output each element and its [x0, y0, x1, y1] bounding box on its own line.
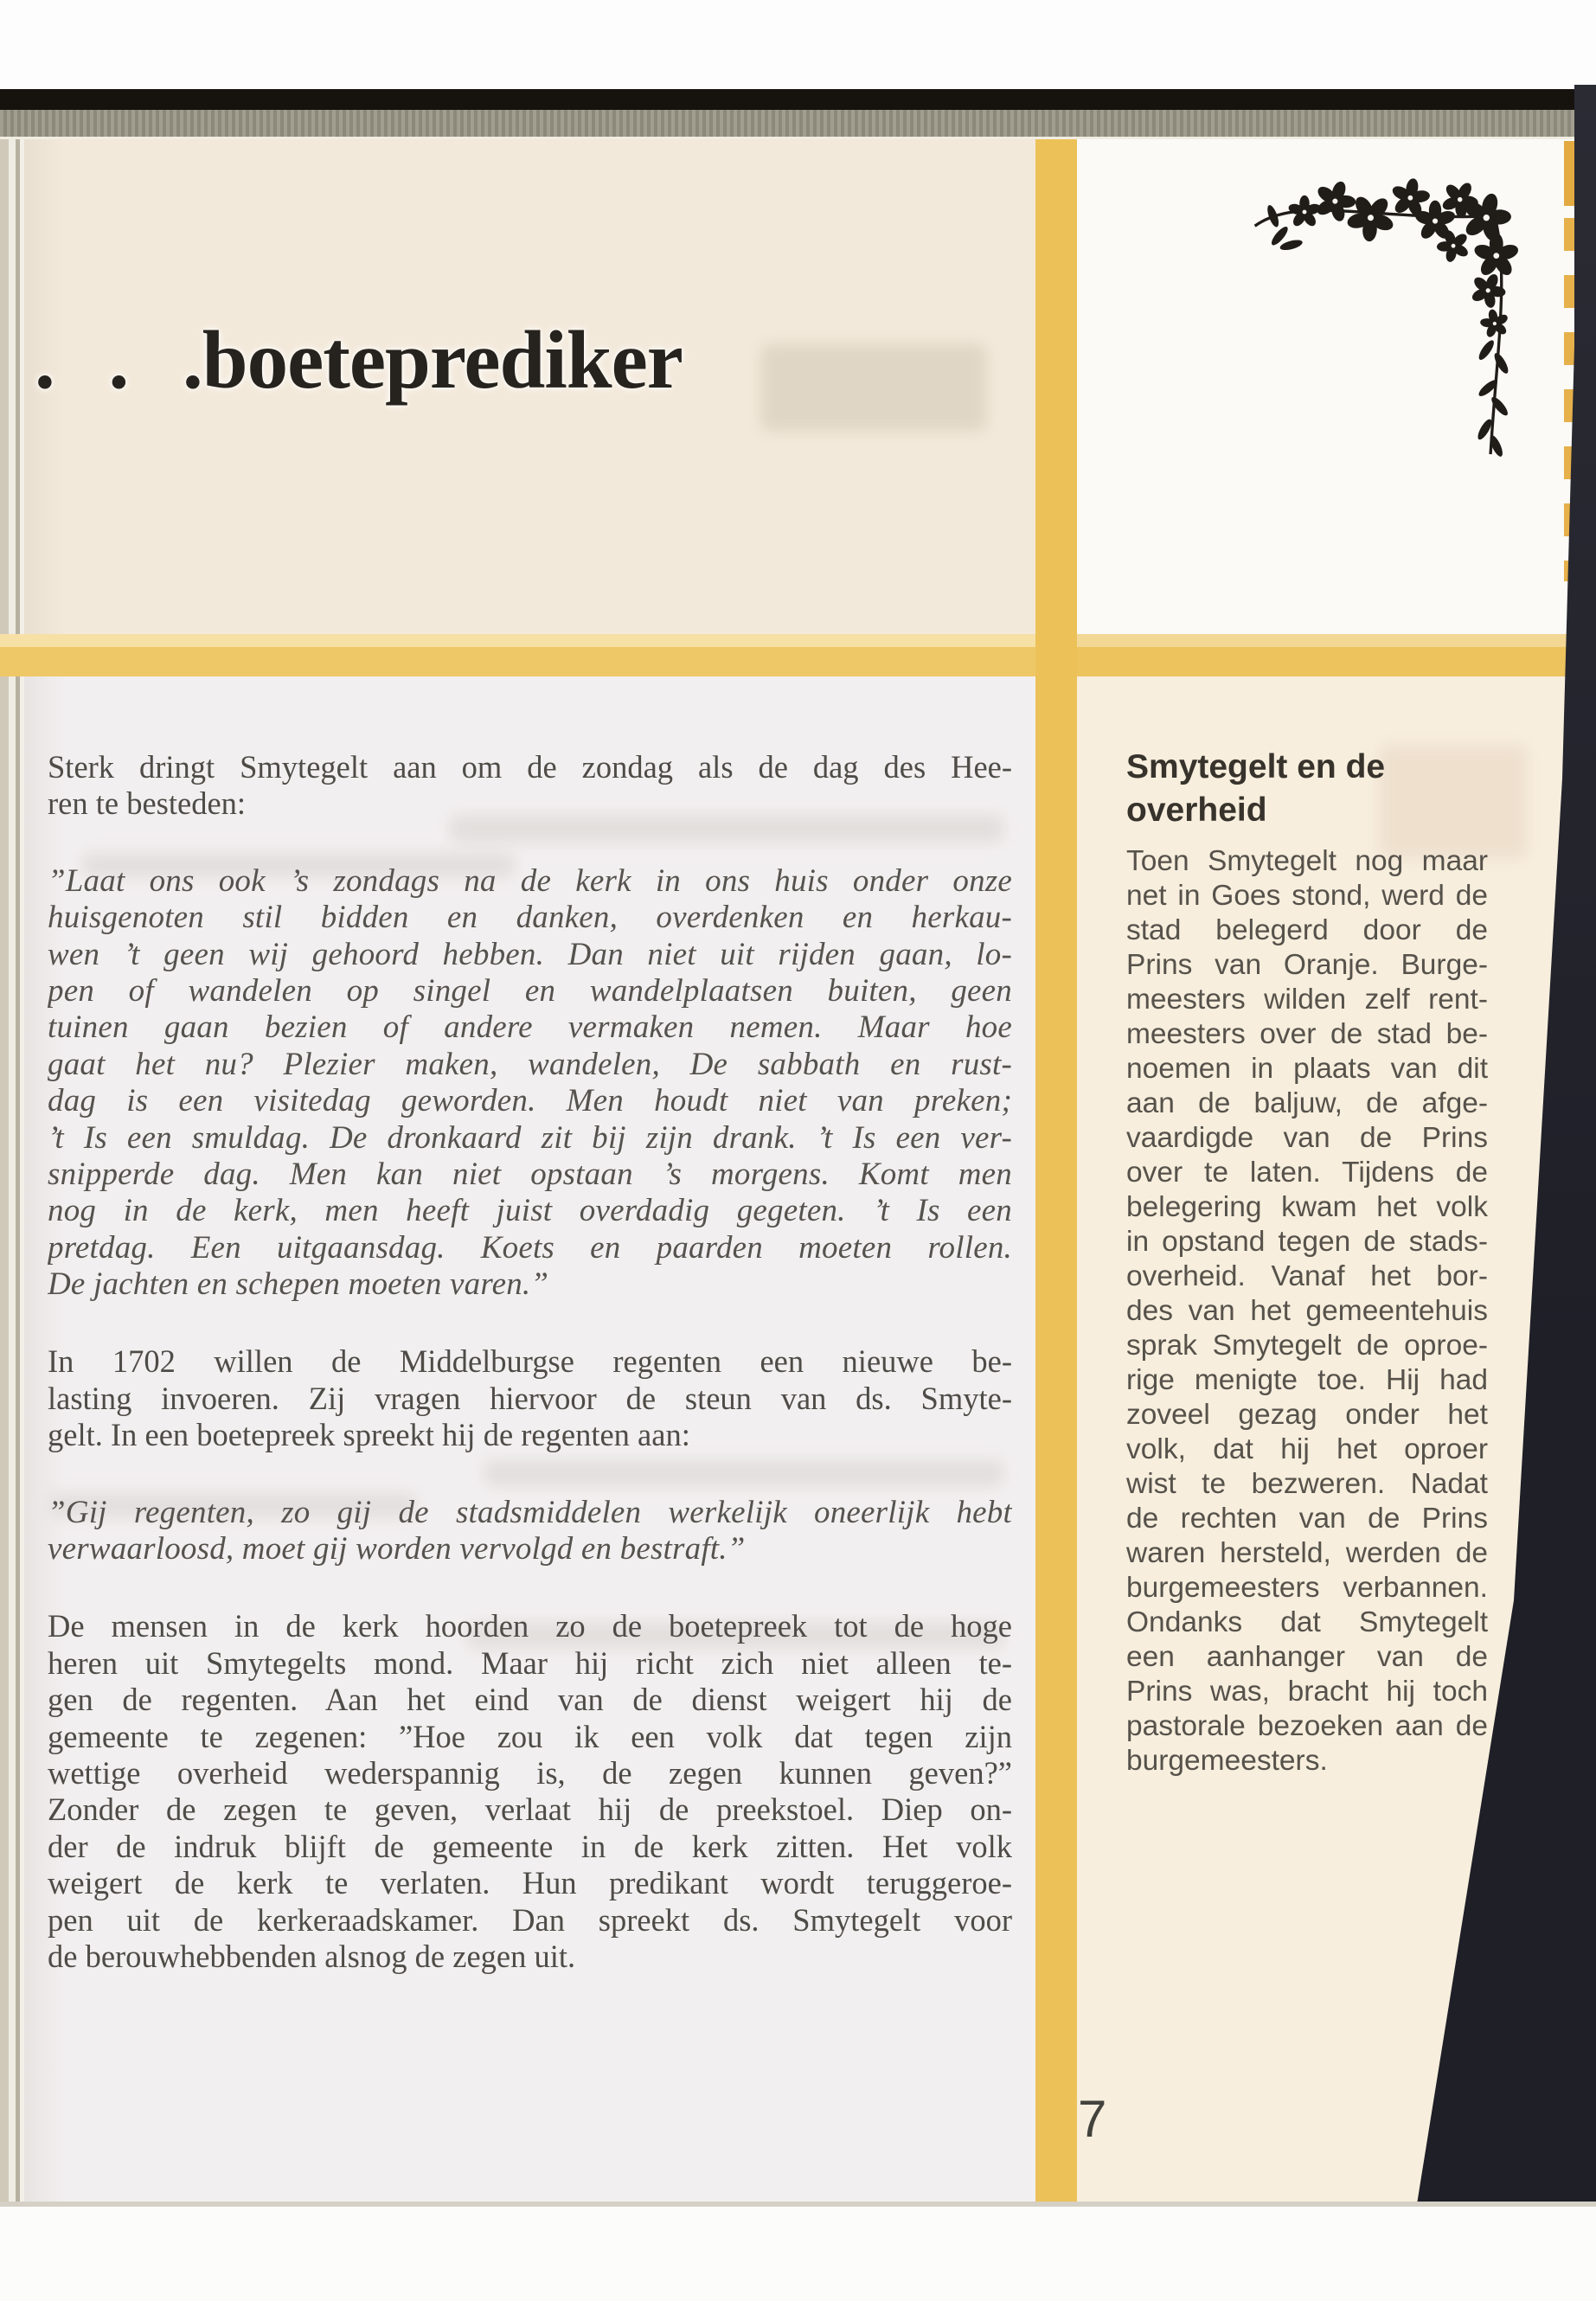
text-line: In 1702 willen de Middelburgse regenten een nieuwe be- — [48, 1343, 1012, 1380]
text-line: pretdag. Een uitgaansdag. Koets en paarden moeten rollen. — [48, 1229, 1012, 1266]
sidebar-text-line: waren hersteld, werden de — [1126, 1537, 1488, 1569]
book-cloth-band — [0, 110, 1596, 139]
sidebar-text-line: pastorale bezoeken aan de — [1126, 1710, 1488, 1742]
text-line: weigert de kerk te verlaten. Hun predikant wordt teruggeroe- — [48, 1865, 1012, 1901]
sidebar-text-line: Prins was, bracht hij toch — [1126, 1676, 1488, 1708]
sidebar-text-line: burgemeesters. — [1126, 1745, 1328, 1777]
scanner-background — [0, 2207, 1596, 2301]
text-line: De mensen in de kerk hoorden zo de boetepreek tot de hoge — [48, 1608, 1012, 1644]
text-line: pen of wandelen op singel en wandelplaatsen buiten, geen — [48, 972, 1012, 1009]
text-line: de berouwhebbenden alsnog de zegen uit. — [48, 1938, 576, 1974]
page-number: 7 — [1078, 2090, 1107, 2148]
sidebar-text-line: rige menigte toe. Hij had — [1126, 1364, 1488, 1396]
text-line: pen uit de kerkeraadskamer. Dan spreekt ds. Smytegelt voor — [48, 1901, 1012, 1938]
sidebar-text-line: des van het gemeentehuis — [1126, 1295, 1488, 1327]
sidebar-body — [1126, 844, 1488, 1779]
text-line: gelt. In een boetepreek spreekt hij de regenten aan: — [48, 1417, 690, 1453]
text-line: der de indruk blijft de gemeente in de kerk zitten. Het volk — [48, 1828, 1012, 1864]
text-line: heren uit Smytegelts mond. Maar hij richt zich niet alleen te- — [48, 1644, 1012, 1681]
sidebar-text-line: Prins van Oranje. Burge- — [1126, 949, 1488, 981]
text-line: ’t Is een smuldag. De dronkaard zit bij zijn drank. ’t Is een ver- — [48, 1119, 1012, 1156]
sidebar-text-line: overheid. Vanaf het bor- — [1126, 1260, 1488, 1292]
paragraph — [48, 1343, 1012, 1453]
vertical-yellow-rule — [1035, 139, 1077, 2202]
sidebar-text-line: belegering kwam het volk — [1126, 1191, 1488, 1223]
gold-edge-strip — [1564, 141, 1576, 206]
text-line: ren te besteden: — [48, 785, 247, 822]
paragraph — [48, 1608, 1012, 1975]
page-left-edge — [0, 139, 9, 2204]
sidebar-text-line: wist te bezweren. Nadat — [1126, 1468, 1488, 1500]
book-cover-top-edge — [0, 89, 1596, 110]
paragraph — [48, 1495, 1012, 1568]
text-line: Sterk dringt Smytegelt aan om de zondag als de dag des Hee- — [48, 749, 1012, 785]
sidebar-text-line: volk, dat hij het oproer — [1126, 1433, 1488, 1465]
sidebar-text-line: Toen Smytegelt nog maar — [1126, 845, 1488, 877]
paragraph — [48, 863, 1012, 1304]
text-line: huisgenoten stil bidden en danken, overdenken en herkau- — [48, 900, 1012, 936]
sidebar-text-line: zoveel gezag onder het — [1126, 1399, 1488, 1431]
text-line: wen ’t geen wij gehoord hebben. Dan niet uit rijden gaan, lo- — [48, 936, 1012, 972]
text-line: ”Laat ons ook ’s zondags na de kerk in ons huis onder onze — [48, 862, 1012, 899]
sidebar-text-line: over te laten. Tijdens de — [1126, 1157, 1488, 1189]
sidebar-text-line: vaardigde van de Prins — [1126, 1122, 1488, 1154]
text-line: snipperde dag. Men kan niet opstaan ’s morgens. Komt men — [48, 1156, 1012, 1192]
floral-corner-ornament — [1248, 166, 1529, 465]
text-line: Zonder de zegen te geven, verlaat hij de preekstoel. Diep on- — [48, 1791, 1012, 1828]
text-line: lasting invoeren. Zij vragen hiervoor de steun van ds. Smyte- — [48, 1380, 1012, 1416]
sidebar-text-line: meesters over de stad be- — [1126, 1018, 1488, 1050]
page-title: . . .boeteprediker — [35, 314, 683, 406]
text-line: gen de regenten. Aan het eind van de dienst weigert hij de — [48, 1682, 1012, 1718]
page-left-edge-highlight — [9, 139, 16, 2204]
paragraph — [48, 749, 1012, 823]
text-line: nog in de kerk, men heeft juist overdadig gegeten. ’t Is een — [48, 1193, 1012, 1229]
text-line: De jachten en schepen moeten varen.” — [48, 1266, 549, 1303]
sidebar-text-line: in opstand tegen de stads- — [1126, 1226, 1488, 1258]
sidebar-heading-line: Smytegelt en de — [1126, 748, 1386, 785]
sidebar-column — [1126, 746, 1488, 1779]
sidebar-text-line: net in Goes stond, werd de — [1126, 880, 1488, 912]
text-line: dag is een visitedag geworden. Men houdt niet van preken; — [48, 1083, 1012, 1119]
sidebar-text-line: aan de baljuw, de afge- — [1126, 1087, 1488, 1119]
sidebar-text-line: Ondanks dat Smytegelt — [1126, 1606, 1488, 1638]
sidebar-heading-line: overheid — [1126, 792, 1267, 829]
sidebar-heading — [1126, 746, 1488, 832]
sidebar-text-line: noemen in plaats van dit — [1126, 1053, 1488, 1085]
text-line: tuinen gaan bezien of andere vermaken nemen. Maar hoe — [48, 1009, 1012, 1046]
sidebar-text-line: een aanhanger van de — [1126, 1641, 1488, 1673]
text-line: wettige overheid wederspannig is, de zegen kunnen geven?” — [48, 1754, 1012, 1791]
sidebar-text-line: meesters wilden zelf rent- — [1126, 984, 1488, 1016]
main-text-column — [48, 749, 1012, 1975]
text-line: ”Gij regenten, zo gij de stadsmiddelen werkelijk oneerlijk hebt — [48, 1494, 1012, 1530]
sidebar-text-line: burgemeesters verbannen. — [1126, 1572, 1488, 1604]
text-line: gaat het nu? Plezier maken, wandelen, De sabbath en rust- — [48, 1046, 1012, 1082]
sidebar-text-line: sprak Smytegelt de oproe- — [1126, 1330, 1488, 1362]
text-line: gemeente te zegenen: ”Hoe zou ik een volk dat tegen zijn — [48, 1718, 1012, 1754]
text-line: verwaarloosd, moet gij worden vervolgd en bestraft.” — [48, 1531, 746, 1567]
horizontal-yellow-band-right — [1077, 634, 1596, 676]
sidebar-text-line: stad belegerd door de — [1126, 914, 1488, 946]
sidebar-text-line: de rechten van de Prins — [1126, 1503, 1488, 1535]
horizontal-yellow-band-left — [0, 634, 1035, 676]
